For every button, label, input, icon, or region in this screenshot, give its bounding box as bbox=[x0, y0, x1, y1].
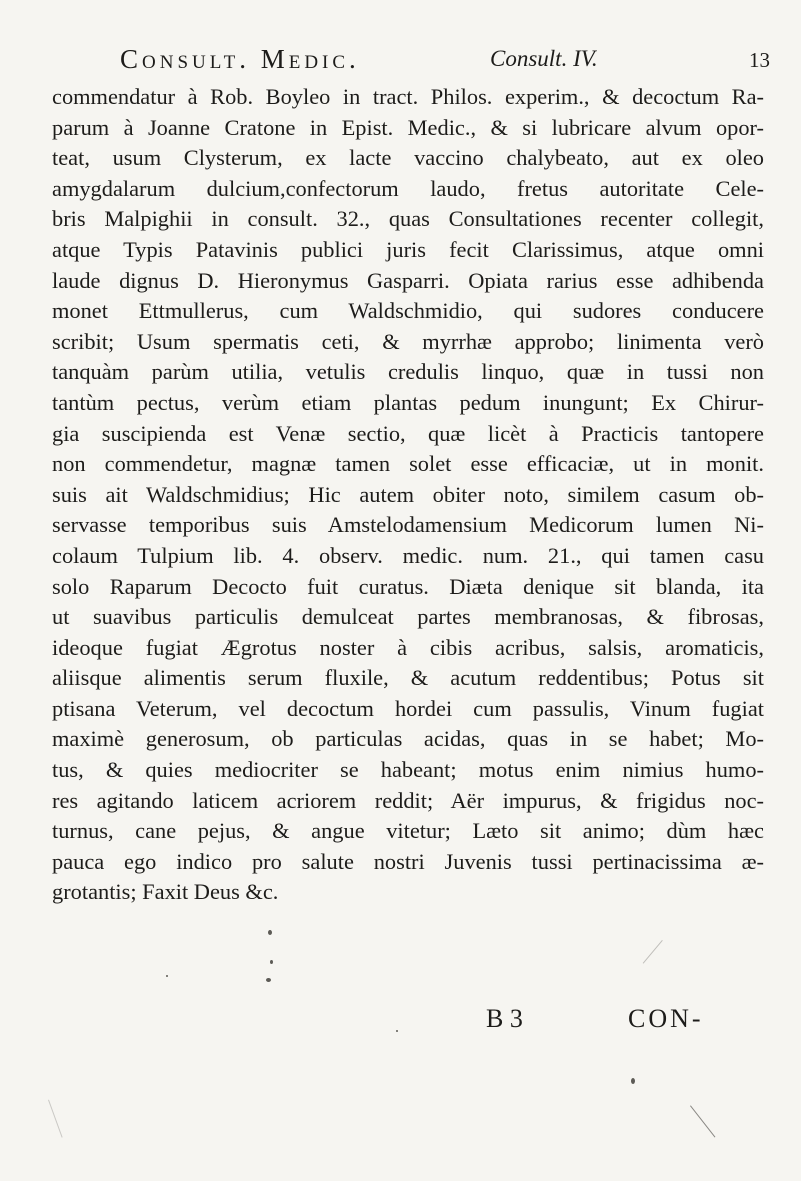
paper-speck bbox=[270, 960, 273, 964]
text-line: turnus, cane pejus, & angue vitetur; Læto sit animo; dùm hæc bbox=[52, 818, 764, 844]
text-line: tantùm pectus, verùm etiam plantas pedum inungunt; Ex Chirur- bbox=[52, 389, 764, 415]
text-line: servasse temporibus suis Amstelodamensium Medicorum lumen Ni- bbox=[52, 512, 764, 538]
text-line: pauca ego indico pro salute nostri Juvenis tussi pertinacissima æ- bbox=[52, 848, 764, 874]
running-head-title: Consult. Medic. bbox=[120, 44, 360, 74]
text-line: atque Typis Patavinis publici juris fecit Clarissimus, atque omni bbox=[52, 236, 764, 262]
paper-speck bbox=[631, 1078, 635, 1084]
text-line: aliisque alimentis serum fluxile, & acutum reddentibus; Potus sit bbox=[52, 665, 764, 691]
paper-scratch bbox=[48, 1100, 63, 1138]
text-line: ptisana Veterum, vel decoctum hordei cum passulis, Vinum fugiat bbox=[52, 695, 764, 721]
paper-scratch bbox=[643, 940, 663, 964]
paper-speck bbox=[166, 975, 168, 977]
catchword: CON- bbox=[628, 1004, 704, 1033]
signature-mark: B 3 bbox=[486, 1004, 523, 1033]
text-line: grotantis; Faxit Deus &c. bbox=[52, 879, 279, 905]
text-line: laude dignus D. Hieronymus Gasparri. Opiata rarius esse adhibenda bbox=[52, 267, 764, 293]
text-line: bris Malpighii in consult. 32., quas Consultationes recenter collegit, bbox=[52, 206, 764, 232]
running-head bbox=[120, 44, 770, 80]
paper-speck bbox=[266, 978, 271, 982]
text-line: maximè generosum, ob particulas acidas, quas in se habet; Mo- bbox=[52, 726, 764, 752]
text-line: tus, & quies mediocriter se habeant; motus enim nimius humo- bbox=[52, 757, 764, 783]
text-line: ut suavibus particulis demulceat partes membranosas, & fibrosas, bbox=[52, 604, 764, 630]
page-footer bbox=[0, 1004, 801, 1044]
text-line: scribit; Usum spermatis ceti, & myrrhæ approbo; linimenta verò bbox=[52, 328, 764, 354]
paper-speck bbox=[396, 1030, 398, 1032]
text-line: solo Raparum Decocto fuit curatus. Diæta denique sit blanda, ita bbox=[52, 573, 764, 599]
text-line: non commendetur, magnæ tamen solet esse efficaciæ, ut in monit. bbox=[52, 451, 764, 477]
text-line: commendatur à Rob. Boyleo in tract. Philos. experim., & decoctum Ra- bbox=[52, 84, 764, 109]
text-line: res agitando laticem acriorem reddit; Aër impurus, & frigidus noc- bbox=[52, 787, 764, 813]
text-line: colaum Tulpium lib. 4. observ. medic. num. 21., qui tamen casu bbox=[52, 542, 764, 568]
text-line: monet Ettmullerus, cum Waldschmidio, qui sudores conducere bbox=[52, 298, 764, 324]
page-number: 13 bbox=[749, 48, 770, 72]
paper-scratch bbox=[690, 1105, 715, 1137]
text-line: ideoque fugiat Ægrotus noster à cibis acribus, salsis, aromaticis, bbox=[52, 634, 764, 660]
paper-speck bbox=[268, 930, 272, 935]
text-line: teat, usum Clysterum, ex lacte vaccino chalybeato, aut ex oleo bbox=[52, 145, 764, 171]
body-text bbox=[52, 82, 764, 908]
text-line: tanquàm parùm utilia, vetulis credulis linquo, quæ in tussi non bbox=[52, 359, 764, 385]
running-head-reference: Consult. IV. bbox=[490, 46, 598, 71]
text-line: gia suscipienda est Venæ sectio, quæ licèt à Practicis tantopere bbox=[52, 420, 764, 446]
text-line: suis ait Waldschmidius; Hic autem obiter noto, similem casum ob- bbox=[52, 481, 764, 507]
text-line: parum à Joanne Cratone in Epist. Medic., & si lubricare alvum opor- bbox=[52, 114, 764, 140]
text-line: amygdalarum dulcium,confectorum laudo, fretus autoritate Cele- bbox=[52, 175, 764, 201]
